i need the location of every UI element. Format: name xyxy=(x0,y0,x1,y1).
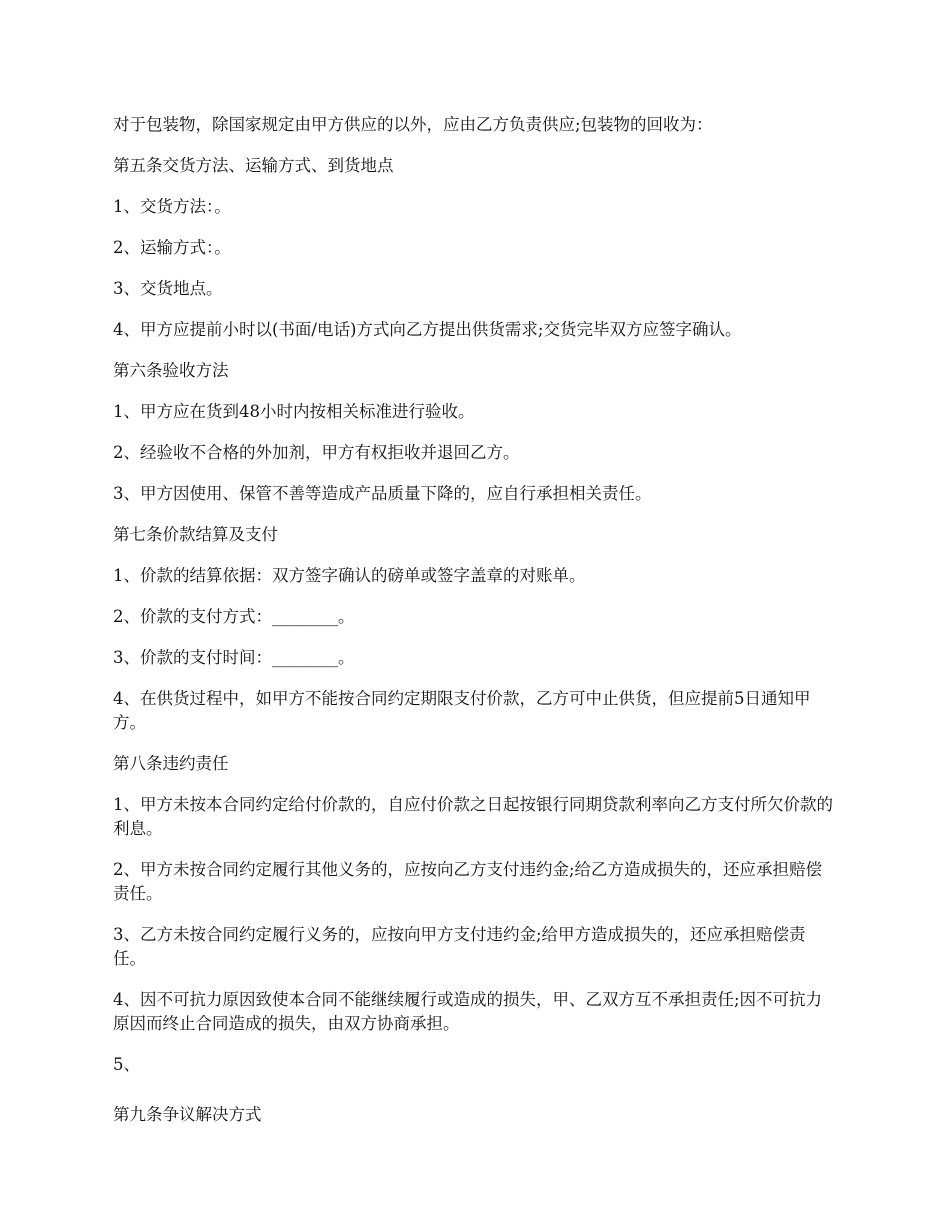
paragraph-delivery-location: 3、交货地点。 xyxy=(113,279,223,298)
heading-article-8: 第八条违约责任 xyxy=(113,754,229,773)
paragraph-late-payment-interest: 1、甲方未按本合同约定给付价款的，自应付价款之日起按银行同期贷款利率向乙方支付所欠价款的利息。 xyxy=(113,795,833,838)
paragraph-party-a-breach: 2、甲方未按合同约定履行其他义务的，应按向乙方支付违约金;给乙方造成损失的，还应承担赔偿责任。 xyxy=(113,860,823,903)
document-page xyxy=(113,113,838,1144)
paragraph-packaging: 对于包装物，除国家规定由甲方供应的以外，应由乙方负责供应;包装物的回收为： xyxy=(113,115,713,134)
paragraph-delivery-method: 1、交货方法：。 xyxy=(113,197,231,216)
paragraph-supply-request: 4、甲方应提前小时以(书面/电话)方式向乙方提出供货需求;交货完毕双方应签字确认。 xyxy=(113,320,742,339)
paragraph-improper-storage: 3、甲方因使用、保管不善等造成产品质量下降的，应自行承担相关责任。 xyxy=(113,484,652,503)
paragraph-item-5: 5、 xyxy=(113,1055,140,1074)
heading-article-7: 第七条价款结算及支付 xyxy=(113,525,278,544)
paragraph-force-majeure: 4、因不可抗力原因致使本合同不能继续履行或造成的损失，甲、乙双方互不承担责任;因不可抗力原因而终止合同造成的损失，由双方协商承担。 xyxy=(113,990,823,1033)
paragraph-reject-unqualified: 2、经验收不合格的外加剂，甲方有权拒收并退回乙方。 xyxy=(113,443,520,462)
heading-article-5: 第五条交货方法、运输方式、到货地点 xyxy=(113,156,394,175)
paragraph-settlement-basis: 1、价款的结算依据：双方签字确认的磅单或签字盖章的对账单。 xyxy=(113,566,586,585)
paragraph-payment-method: 2、价款的支付方式：________。 xyxy=(113,607,355,626)
heading-article-9: 第九条争议解决方式 xyxy=(113,1105,262,1124)
paragraph-suspend-supply: 4、在供货过程中，如甲方不能按合同约定期限支付价款，乙方可中止供货，但应提前5日通知甲方。 xyxy=(113,689,811,732)
paragraph-transport-method: 2、运输方式：。 xyxy=(113,238,231,257)
paragraph-party-b-breach: 3、乙方未按合同约定履行义务的，应按向甲方支付违约金;给甲方造成损失的，还应承担赔偿责任。 xyxy=(113,925,806,968)
paragraph-payment-time: 3、价款的支付时间：________。 xyxy=(113,648,355,667)
heading-article-6: 第六条验收方法 xyxy=(113,361,229,380)
paragraph-inspection-time: 1、甲方应在货到48小时内按相关标准进行验收。 xyxy=(113,402,475,421)
